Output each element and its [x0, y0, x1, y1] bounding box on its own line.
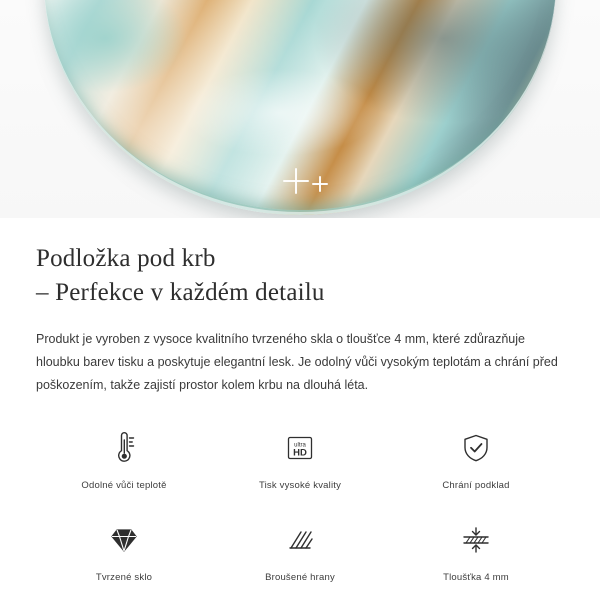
- hero-image: [0, 0, 600, 218]
- feature-item-print-quality: [212, 425, 388, 491]
- svg-text:ultra: ultra: [294, 442, 306, 449]
- feature-item-polished-edges: [212, 517, 388, 583]
- feature-label: Odolné vůči teplotě: [81, 479, 167, 491]
- diamond-icon: [101, 517, 147, 563]
- feature-label: Tloušťka 4 mm: [443, 571, 509, 583]
- feature-label: Broušené hrany: [265, 571, 335, 583]
- feature-item-tempered-glass: [36, 517, 212, 583]
- thermometer-icon: [101, 425, 147, 471]
- feature-label: Tisk vysoké kvality: [258, 479, 342, 491]
- thickness-arrows-icon: [453, 517, 499, 563]
- feature-grid: [36, 425, 564, 583]
- feature-label: Chrání podklad: [442, 479, 510, 491]
- feature-item-thickness: [388, 517, 564, 583]
- headline-line-2: – Perfekce v každém detailu: [36, 278, 325, 306]
- feature-label: Tvrzené sklo: [95, 571, 153, 583]
- glass-mat-product-image: [44, 0, 556, 215]
- shield-check-icon: [453, 425, 499, 471]
- svg-text:HD: HD: [293, 447, 307, 459]
- content-area: [0, 218, 600, 583]
- feature-item-protection: [388, 425, 564, 491]
- feature-item-temperature: [36, 425, 212, 491]
- description-paragraph: Produkt je vyroben z vysoce kvalitního tvrzeného skla o tloušťce 4 mm, které zdůrazňuje hloubku barev tisku a poskytuje elegantní lesk. Je odolný vůči vysokým teplotám a chrání před poškozením, takže zajistí prostor kolem krbu na dlouhá léta.: [36, 331, 558, 392]
- polished-edges-icon: [277, 517, 323, 563]
- page-title: [36, 218, 564, 310]
- headline-line-1: Podložka pod krb: [36, 245, 216, 272]
- ultra-hd-icon: [277, 425, 323, 471]
